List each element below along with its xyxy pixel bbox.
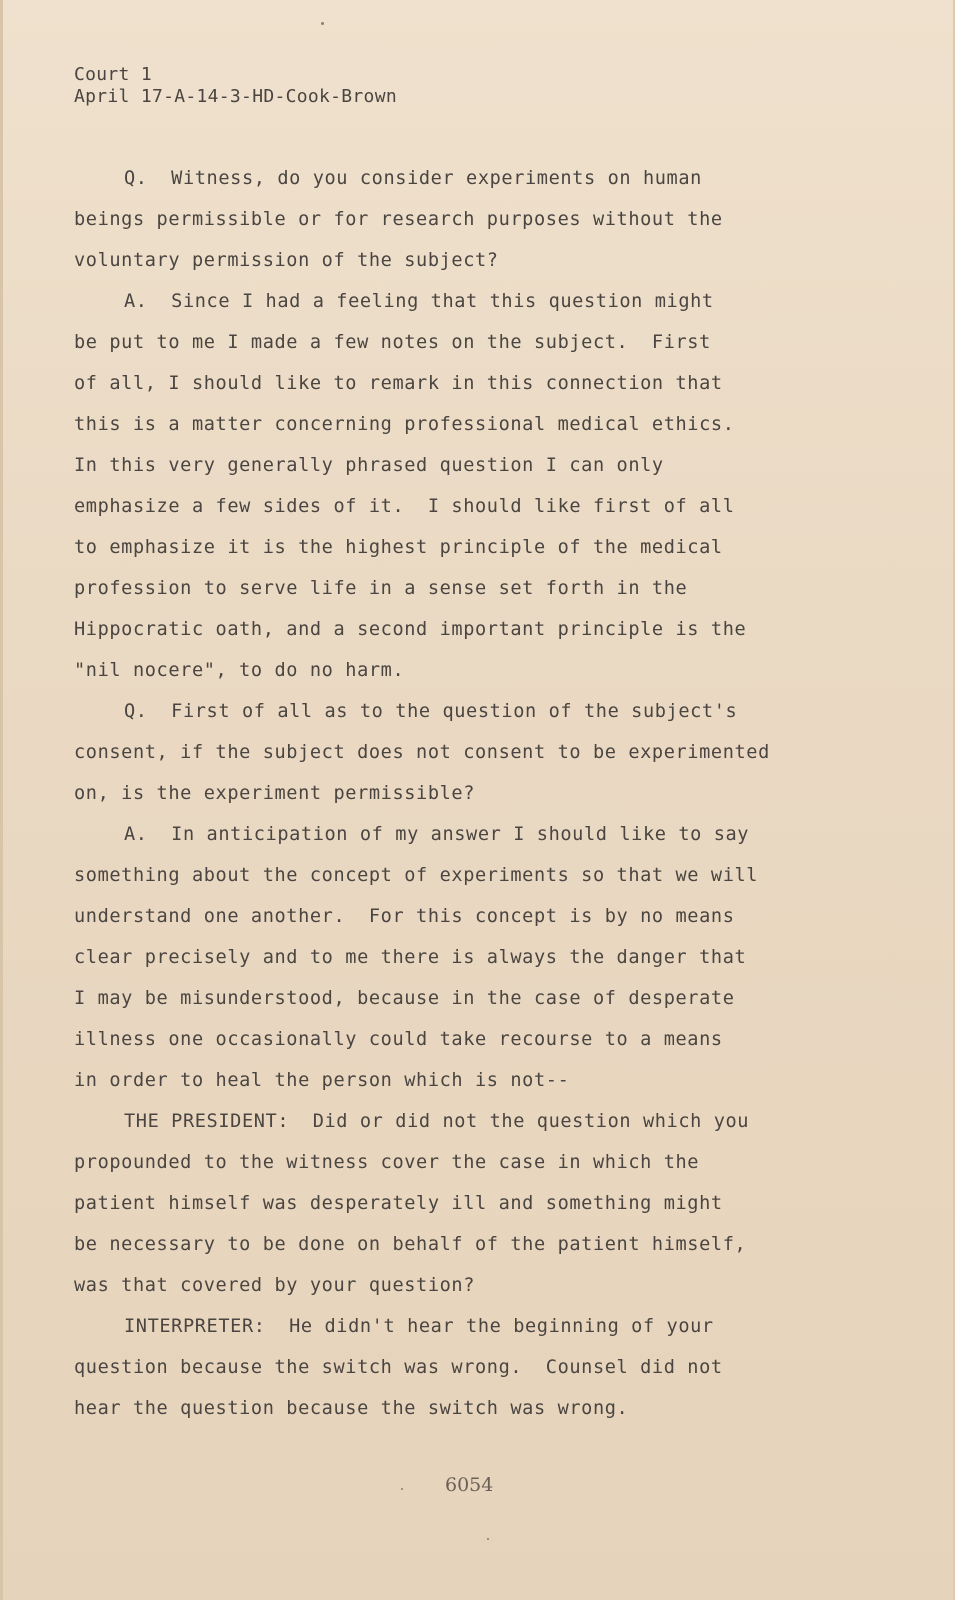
transcript-line: clear precisely and to me there is always the danger that [74,947,747,968]
transcript-line: consent, if the subject does not consent to be experimented [74,742,770,763]
transcript-line: voluntary permission of the subject? [74,250,499,271]
transcript-line: be necessary to be done on behalf of the patient himself, [74,1234,747,1255]
transcript-line: to emphasize it is the highest principle of the medical [74,537,723,558]
paper-speck [321,22,324,25]
transcript-line: beings permissible or for research purposes without the [74,209,723,230]
transcript-line: be put to me I made a few notes on the subject. First [74,332,711,353]
transcript-line: Q. Witness, do you consider experiments on human [124,168,702,189]
transcript-line: illness one occasionally could take recourse to a means [74,1029,723,1050]
transcript-line: INTERPRETER: He didn't hear the beginning of your [124,1316,714,1337]
transcript-line: propounded to the witness cover the case in which the [74,1152,700,1173]
transcript-line: patient himself was desperately ill and something might [74,1193,723,1214]
document-header [74,64,397,108]
transcript-line: profession to serve life in a sense set forth in the [74,578,688,599]
transcript-line: in order to heal the person which is not-- [74,1070,570,1091]
transcript-line: Hippocratic oath, and a second important principle is the [74,619,747,640]
transcript-line: A. In anticipation of my answer I should like to say [124,824,750,845]
transcript-line: A. Since I had a feeling that this question might [124,291,714,312]
transcript-line: "nil nocere", to do no harm. [74,660,405,681]
transcript-line: was that covered by your question? [74,1275,476,1296]
transcript-line: THE PRESIDENT: Did or did not the question which you [124,1111,750,1132]
page-number: 6054 [445,1474,494,1496]
transcript-line: Q. First of all as to the question of the subject's [124,701,738,722]
header-court: Court 1 [74,64,152,85]
transcript-line: I may be misunderstood, because in the case of desperate [74,988,735,1009]
transcript-body [74,158,814,1429]
transcript-line: on, is the experiment permissible? [74,783,476,804]
transcript-line: understand one another. For this concept is by no means [74,906,735,927]
paper-speck [401,1488,403,1490]
header-session-id: April 17-A-14-3-HD-Cook-Brown [74,86,397,107]
transcript-line: question because the switch was wrong. Counsel did not [74,1357,723,1378]
transcript-line: this is a matter concerning professional medical ethics. [74,414,735,435]
transcript-line: something about the concept of experiments so that we will [74,865,759,886]
paper-speck [487,1538,489,1540]
transcript-line: of all, I should like to remark in this connection that [74,373,723,394]
transcript-line: hear the question because the switch was wrong. [74,1398,629,1419]
transcript-line: In this very generally phrased question I can only [74,455,664,476]
transcript-line: emphasize a few sides of it. I should like first of all [74,496,735,517]
